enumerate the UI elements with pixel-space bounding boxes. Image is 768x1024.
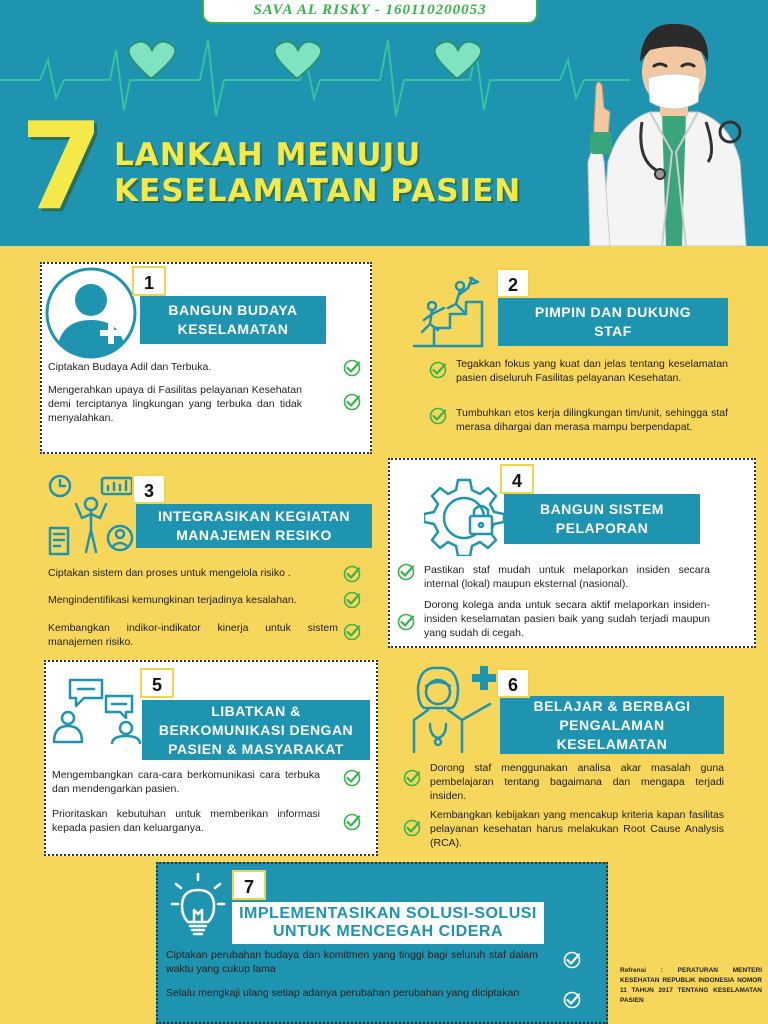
list-item: Mengembangkan cara-cara berkomunikasi cara terbuka dan mendengarkan pasien. [52,769,320,795]
title-line: LANKAH MENUJU [114,137,422,173]
check-icon [562,990,582,1010]
reference-note: Refrensi : PERATURAN MENTERI KESEHATAN REPUBLIK INDONESIA NOMOR 11 TAHUN 2017 TENTANG KESELAMATAN PASIEN [620,967,762,1004]
step-number: 3 [132,474,166,504]
check-icon [428,406,448,426]
step-number: 1 [132,266,166,296]
check-icon [562,950,582,970]
step-title-line: UNTUK MENCEGAH CIDERA [272,923,504,940]
step-title [136,504,372,548]
list-item: Kembangkan indikor-indikator kinerja untuk sistem manajemen risiko. [48,622,338,648]
step-title-line: STAF [594,323,632,339]
header-banner [0,0,768,246]
list-item: Mengindentifikasi kemungkinan terjadinya kesalahan. [48,594,297,606]
step-number: 6 [496,668,530,698]
check-icon [396,612,416,632]
author-label: SAVA AL RISKY - 160110200053 [202,0,538,24]
list-item: Ciptakan sistem dan proses untuk mengelola risiko . [48,567,291,579]
list-item: Dorong staf menggunakan analisa akar masalah guna pembelajaran tentang bagaimana dan mengapa terjadi insiden. [430,762,724,802]
chat-people-icon [50,676,144,744]
step-title-line: KESELAMATAN [177,321,289,337]
list-item: Dorong kolega anda untuk secara aktif melaporkan insiden-insiden keselamatan pasien baik yang sudah terjadi maupun yang sudah di cegah. [424,599,710,639]
step-title-line: LIBATKAN & [211,702,301,719]
step-title-line: PASIEN & MASYARAKAT [168,740,344,757]
step-number: 7 [232,870,266,900]
list-item: Prioritaskan kebutuhan untuk memberikan informasi kepada pasien dan keluarganya. [52,808,320,834]
person-icon [44,266,138,360]
list-item: Ciptakan Budaya Adil dan Terbuka. [48,361,212,373]
step-title-line: BERKOMUNIKASI DENGAN [158,721,354,738]
step-title [232,902,544,944]
title-line: KESELAMATAN PASIEN [114,173,522,209]
step-card-1 [40,262,372,454]
gear-lock-icon [424,476,504,556]
list-item: Pastikan staf mudah untuk melaporkan insiden secara internal (lokal) maupun eksternal (nasional). [424,564,710,590]
step-title-line: INTEGRASIKAN KEGIATAN [158,508,350,524]
step-title-line: BELAJAR & BERBAGI [533,697,691,714]
check-icon [342,358,362,378]
lightbulb-icon [170,872,226,938]
check-icon [342,622,362,642]
check-icon [342,812,362,832]
check-icon [342,564,362,584]
management-icon [46,474,136,558]
step-title [500,696,724,754]
list-item: Selalu mengkaji ulang setiap adanya perubahan perubahan yang diciptakan [166,987,520,999]
teamwork-climb-icon [410,274,486,350]
list-item: Mengerahkan upaya di Fasilitas pelayanan Kesehatan demi terciptanya lingkungan yang terbuka dan tidak menyalahkan. [48,384,302,424]
page-title [114,137,521,209]
step-title [142,700,370,760]
check-icon [342,768,362,788]
step-title [498,298,728,346]
step-title-line: PELAPORAN [555,520,649,536]
step-title-line: PIMPIN DAN DUKUNG [534,304,692,320]
check-icon [428,360,448,380]
check-icon [402,768,422,788]
list-item: Ciptakan perubahan budaya dan komitmen yang tinggi bagi seluruh staf dalam waktu yang cukup lama [166,949,538,975]
big-number: 7 [20,98,104,237]
step-number: 5 [140,668,174,698]
list-item: Kembangkan kebijakan yang mencakup kriteria kapan fasilitas pelayanan kesehatan harus melakukan Root Cause Analysis (RCA). [430,809,724,849]
list-item: Tegakkan fokus yang kuat dan jelas tentang keselamatan pasien diseluruh Fasilitas pelayanan Kesehatan. [456,358,728,384]
check-icon [402,818,422,838]
step-title-line: KESELAMATAN [556,735,668,752]
check-icon [396,562,416,582]
step-title-line: IMPLEMENTASIKAN SOLUSI-SOLUSI [239,905,537,922]
step-title-line: BANGUN BUDAYA [168,302,298,318]
step-title-line: BANGUN SISTEM [540,501,664,517]
step-title [504,494,700,544]
step-title-line: PENGALAMAN [559,716,665,733]
step-title [140,296,326,344]
list-item: Tumbuhkan etos kerja dilingkungan tim/unit, sehingga staf merasa dihargai dan merasa mampu berpendapat. [456,407,728,433]
step-number: 2 [496,268,530,298]
step-title-line: MANAJEMEN RESIKO [176,527,332,543]
doctor-icon [580,12,768,246]
nurse-icon [406,664,500,754]
check-icon [342,590,362,610]
check-icon [342,392,362,412]
step-number: 4 [500,464,534,494]
